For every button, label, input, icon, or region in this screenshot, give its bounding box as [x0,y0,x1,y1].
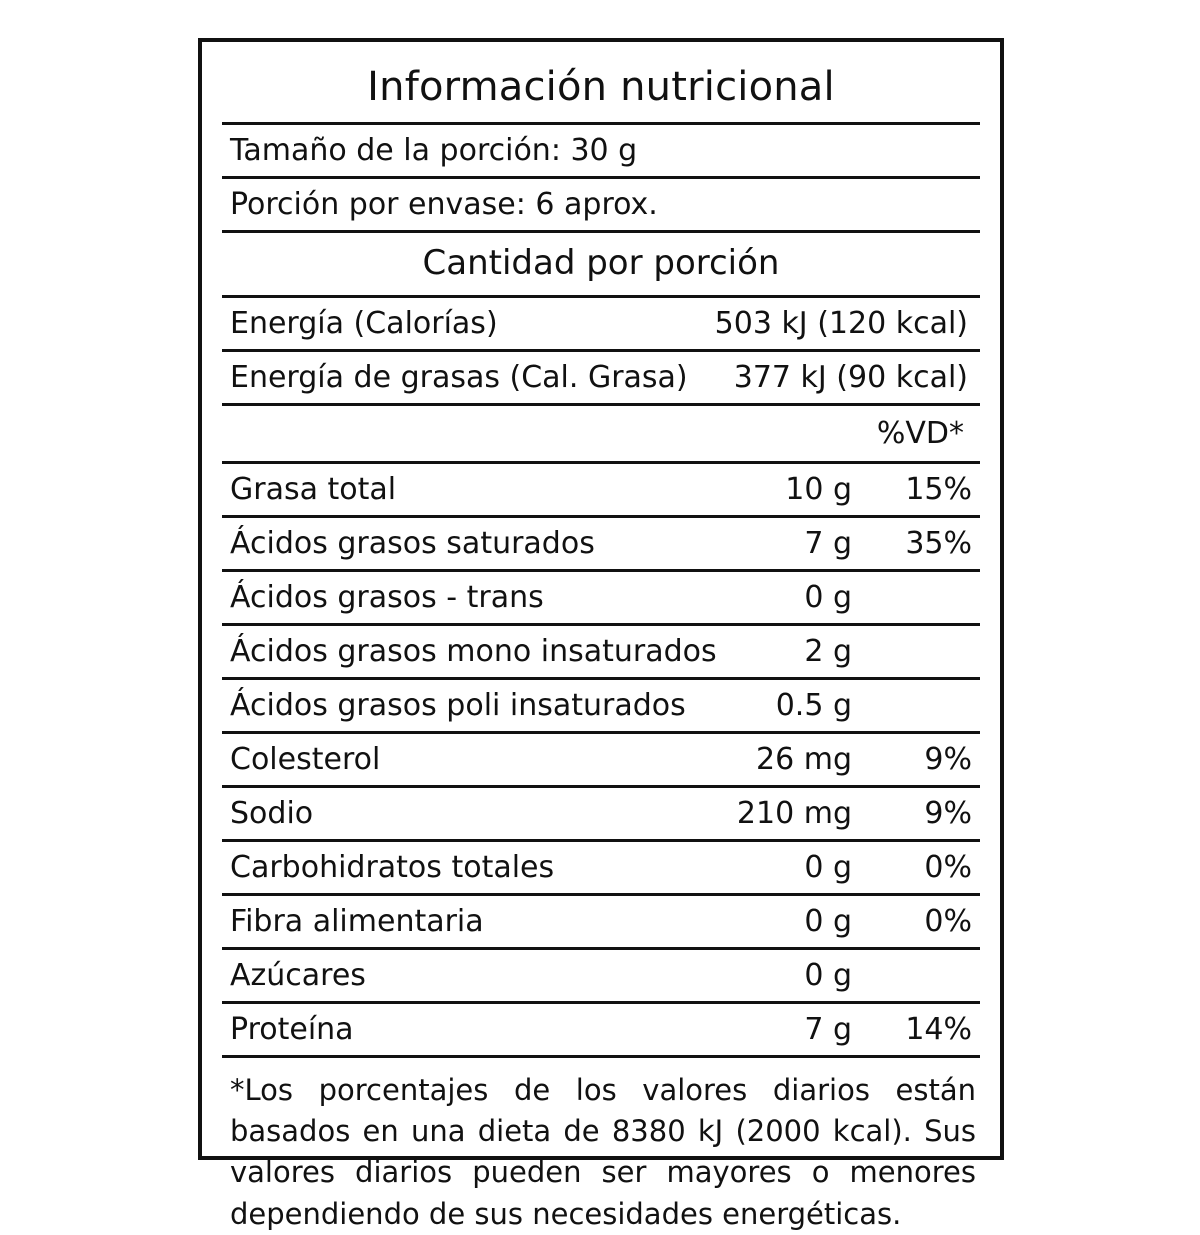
nutrient-label: Grasa total [230,472,397,507]
nutrient-value: 0 g [804,580,852,615]
table-row [222,896,980,947]
nutrient-value: 210 mg [736,796,852,831]
nutrient-dv: 35% [905,526,972,561]
table-row [222,464,980,515]
page-title: Información nutricional [367,64,835,110]
nutrient-label: Ácidos grasos poli insaturados [230,688,686,723]
nutrient-label: Proteína [230,1012,354,1047]
nutrient-dv: 0% [924,904,972,939]
table-row [222,734,980,785]
nutrient-dv: 0% [924,850,972,885]
nutrient-value: 10 g [785,472,852,507]
energy-row [222,298,980,349]
nutrient-label: Azúcares [230,958,366,993]
table-row [222,950,980,1001]
nutrient-value: 0 g [804,904,852,939]
energy-value: 503 kJ (120 kcal) [714,306,968,341]
daily-value-header: %VD* [876,416,964,451]
nutrition-facts-panel [198,38,1004,1231]
energy-from-fat-value: 377 kJ (90 kcal) [733,360,968,395]
nutrient-label: Ácidos grasos mono insaturados [230,634,717,669]
nutrient-label: Fibra alimentaria [230,904,484,939]
nutrient-dv: 15% [905,472,972,507]
nutrient-dv: 14% [905,1012,972,1047]
nutrient-value: 0 g [804,958,852,993]
footnote-text: *Los porcentajes de los valores diarios están basados en una dieta de 8380 kJ (2000 kcal). Sus valores diarios pueden ser mayores o menores dependiendo de sus necesidades energéticas. [230,1073,976,1231]
nutrient-label: Ácidos grasos saturados [230,526,595,561]
nutrient-label: Sodio [230,796,314,831]
serving-size-label: Tamaño de la porción: 30 g [230,133,638,168]
table-row [222,626,980,677]
energy-from-fat-label: Energía de grasas (Cal. Grasa) [230,360,688,395]
table-row [222,518,980,569]
nutrient-value: 2 g [804,634,852,669]
nutrition-facts-inner [222,58,980,1231]
nutrient-value: 7 g [804,526,852,561]
table-row [222,842,980,893]
nutrient-label: Ácidos grasos - trans [230,580,544,615]
table-row [222,572,980,623]
energy-label: Energía (Calorías) [230,306,498,341]
table-row [222,1004,980,1055]
table-row [222,788,980,839]
nutrient-label: Carbohidratos totales [230,850,555,885]
amount-per-serving-heading: Cantidad por porción [422,243,780,283]
nutrient-dv: 9% [924,796,972,831]
daily-value-footnote [222,1058,980,1235]
nutrient-value: 0 g [804,850,852,885]
nutrient-dv: 9% [924,742,972,777]
servings-per-container-row [222,179,980,230]
nutrient-label: Colesterol [230,742,381,777]
nutrient-value: 26 mg [756,742,852,777]
nutrient-value: 7 g [804,1012,852,1047]
servings-per-container-label: Porción por envase: 6 aprox. [230,187,658,222]
nutrient-value: 0.5 g [775,688,852,723]
table-row [222,680,980,731]
energy-from-fat-row [222,352,980,403]
daily-value-header-row [222,406,980,461]
serving-size-row [222,125,980,176]
